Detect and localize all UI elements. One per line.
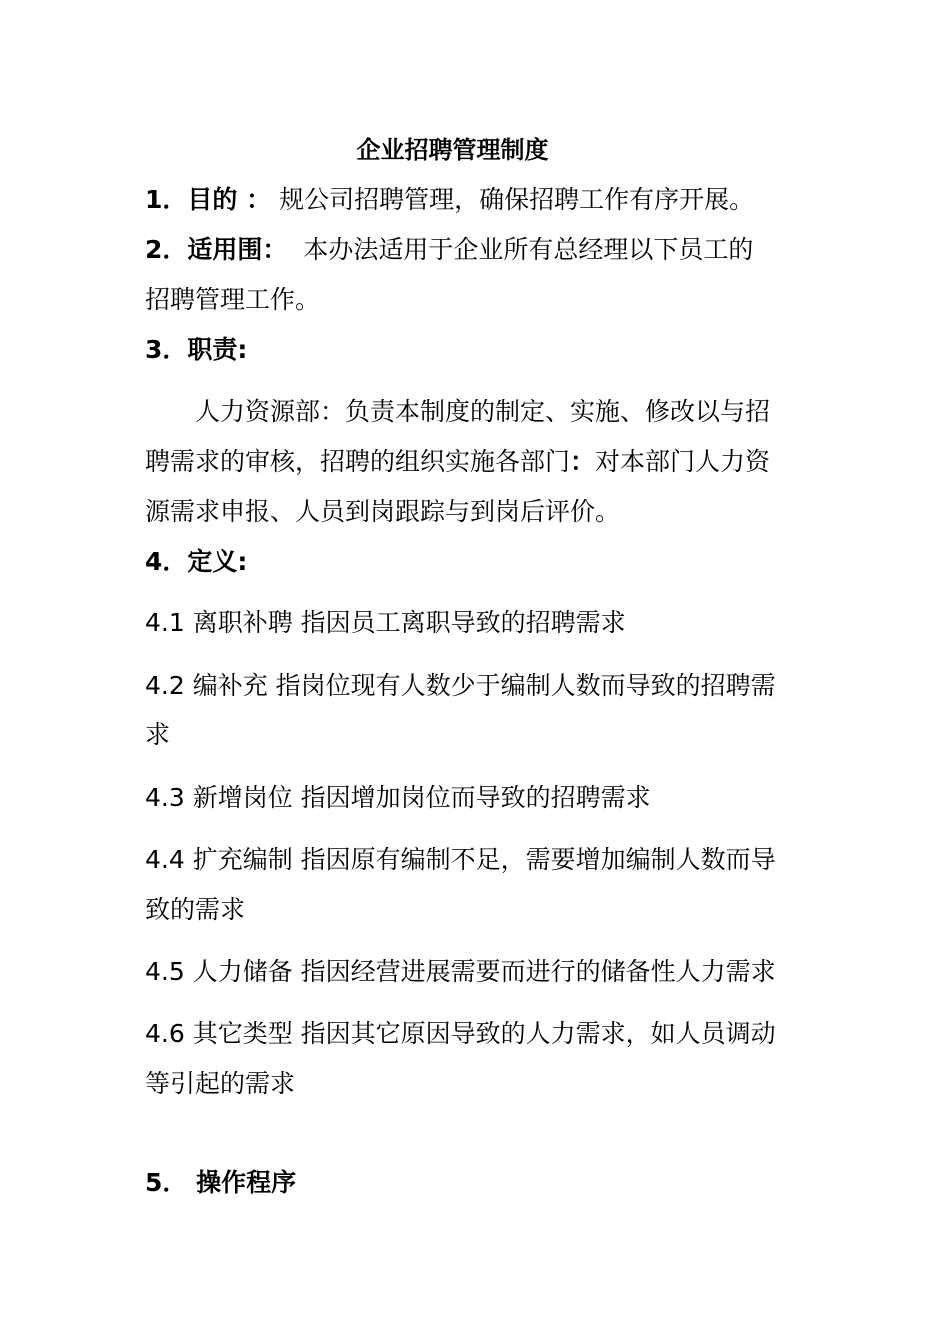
definition-item-4-1: 4.1 离职补聘 指因员工离职导致的招聘需求: [145, 608, 626, 637]
section-2-text-line2: 招聘管理工作。: [145, 285, 321, 314]
section-1: [145, 184, 754, 216]
section-3-para-line3: 源需求申报、人员到岗跟踪与到岗后评价。: [145, 497, 621, 526]
definition-item-4-6-cont: 等引起的需求: [145, 1069, 296, 1098]
section-3-para-line2-text: 聘需求的审核，招聘的组织实施各部门: [145, 447, 571, 476]
section-3-para-line1: 人力资源部：负责本制度的制定、实施、修改以与招: [195, 397, 771, 426]
definition-item-4-5: 4.5 人力储备 指因经营进展需要而进行的储备性人力需求: [145, 957, 776, 986]
definition-item-4-4-cont: 致的需求: [145, 895, 246, 924]
section-2-text-line1: 本办法适用于企业所有总经理以下员工的: [303, 235, 754, 264]
section-3-para-line2: [145, 446, 770, 478]
definition-item-4-6: 4.6 其它类型 指因其它原因导致的人力需求，如人员调动: [145, 1019, 776, 1048]
section-1-label: 1．目的 ：: [145, 185, 272, 214]
section-4-label: 4．定义:: [145, 547, 248, 576]
section-2: [145, 234, 753, 266]
definition-item-4-4: 4.4 扩充编制 指因原有编制不足，需要增加编制人数而导: [145, 845, 776, 874]
section-3-para-line2-colon: ：: [570, 447, 596, 476]
section-1-text: 规公司招聘管理，确保招聘工作有序开展。: [279, 185, 755, 214]
definition-item-4-2: 4.2 编补充 指岗位现有人数少于编制人数而导致的招聘需: [145, 671, 776, 700]
section-3-label: 3．职责:: [145, 335, 248, 364]
document-title: 企业招聘管理制度: [356, 136, 549, 164]
definition-item-4-3: 4.3 新增岗位 指因增加岗位而导致的招聘需求: [145, 783, 651, 812]
section-2-label: 2．适用围：: [145, 235, 288, 264]
definition-item-4-2-cont: 求: [145, 720, 171, 749]
section-5-label: 5． 操作程序: [145, 1168, 297, 1197]
section-3-para-line2-rest: 对本部门人力资: [595, 447, 771, 476]
